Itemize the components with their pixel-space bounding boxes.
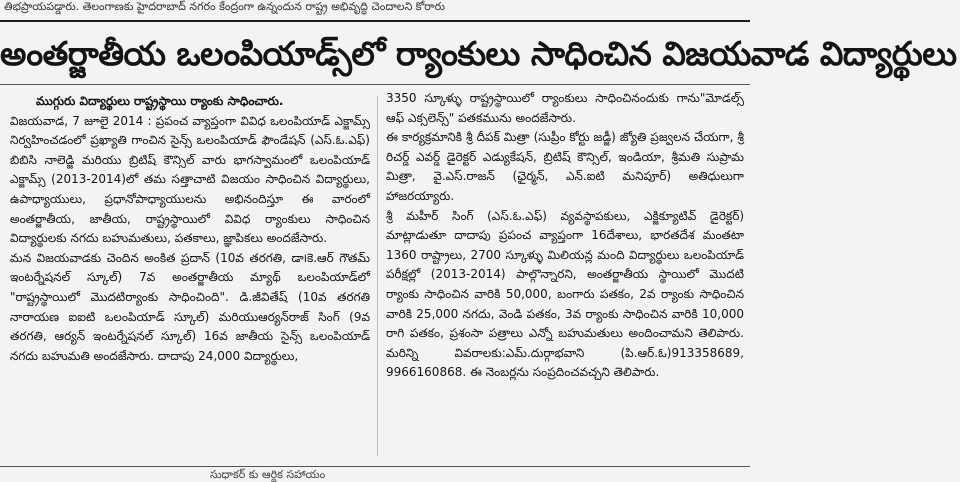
article-paragraph: మన విజయవాడకు చెందిన అంకిత ప్రదాన్ (10వ తరగతి, డా౹కె.ఆర్ గౌతమ్ ఇంటర్నేషనల్ స్కూల్) 7వ అంతర్జాతీయ మ్యాథ్ ఒలంపియాడ్‌లో "రాష్ట్రస్థాయిలో మొదటిర్యాంకు సాధించింది". డి.జీవితేష్ (10వ తరగతి నారాయణ ఐఐటి ఒలంపియాడ్ స్కూల్) మరియుఆర్యన్‌రాజ్ సింగ్ (9వ తరగతి, ఆర్యన్ ఇంటర్నేషనల్ స్కూల్) 16వ జాతీయ సైన్స్ ఒలంపియాడ్ నగదు బహుమతి అందజేసారు. దాదాపు 24,000 విద్యార్థులు, (10, 250, 370, 363)
column-divider (377, 96, 378, 456)
article-paragraph: విజయవాడ, 7 జూలై 2014 : ప్రపంచ వ్యాప్తంగా వివిధ ఒలంపియాడ్ ఎక్జామ్స్ నిర్వహించడంలో ప్రఖ్యాతి గాంచిన సైన్స్ ఒలంపియాడ్ ఫౌండేషన్ (ఎస్.ఓ.ఎఫ్) బిబిసి నాలెడ్జి మరియు బ్రిటిష్ కౌన్సిల్ వారు భాగస్వామంలో ఒలంపియాడ్ ఎక్జామ్స్ (2013-2014)లో తమ సత్తాచాటి విజయం సాధించిన విద్యార్థులు, ఉపాధ్యాయులు, ప్రధానోపాధ్యాయులను అభినందిస్తూ ఈ వారంలో అంతర్జాతీయ, జాతీయ, రాష్ట్రస్థాయిలో వివిధ ర్యాంకులు సాధించిన విద్యార్థులకు నగదు బహుమతులు, పతకాలు, జ్ఞాపికలు అందజేసారు. (10, 113, 370, 246)
article-column-left (10, 92, 370, 464)
clipped-previous-article-text: తిభప్రాయపడ్డారు. తెలంగాణకు హైదరాబాద్ నగరం కేంద్రంగా ఉన్నందున రాష్ట్ర అభివృద్ధి చెందాలని కోరారు (4, 0, 445, 13)
headline-rule (0, 84, 750, 85)
article-subheadline: ముగ్గురు విద్యార్థులు రాష్ట్రస్థాయి ర్యాంకు సాధించారు. (36, 94, 284, 108)
article-paragraph: 3350 స్కూళ్ళు రాష్ట్రస్థాయిలో ర్యాంకులు సాధించినందుకు గాను"మోడల్స్ ఆఫ్ ఎక్సలెన్స్" పతకమును అందజేసారు. (386, 91, 744, 125)
bottom-rule (0, 466, 750, 467)
article-paragraph: ఈ కార్యక్రమానికి శ్రీ దీపక్ మిత్రా (సుప్రీం కోర్టు జడ్జీ) జ్యోతి ప్రజ్వలన చేయగా, శ్రీ రిచర్డ్ ఎవర్డ్ డైరెక్టర్ ఎడ్యుకేషన్, బ్రిటిష్ కౌన్సిల్, ఇండియా, శ్రీమతి సుప్రామ మిత్రా, వై.ఎస్.రాజన్ (ఛైర్మన్, ఎన్.ఐటి మనిపూర్) అతిధులుగా హాజరయ్యారు. (386, 130, 744, 203)
article-paragraph: శ్రీ మహీర్ సింగ్ (ఎస్.ఓ.ఎఫ్) వ్యవస్థాపకులు, ఎక్జిక్యూటివ్ డైరెక్టర్) మాట్లాడుతూ దాదాపు ప్రపంచ వ్యాప్తంగా 16దేశాలు, భారతదేశ మంతటా 1360 రాష్ట్రాలు, 2700 స్కూళ్ళు మిలియన్ల మంది విద్యార్థులు ఒలంపియాడ్ పరీక్షల్లో (2013-2014) పాల్గొన్నారని, అంతర్జాతీయ స్థాయిలో మొదటి ర్యాంకు సాధించిన వారికి 50,000, బంగారు పతకం, 2వ ర్యాంకు సాధించిన వారికి 25,000 నగదు, వెండి పతకం, 3వ ర్యాంకు సాధించిన వారికి 10,000 రాగి పతకం, ప్రశంసా పత్రాలు ఎన్నో బహుమతులు అందించామని తెలిపారు. మరిన్ని వివరాలకు:ఎమ్.దుర్గాభవాని (పి.ఆర్.ఓ)913358689, 9966160868. ఈ నెంబర్లను సంప్రదించవచ్చని తెలిపారు. (386, 208, 744, 380)
article-column-right (386, 89, 744, 469)
clipped-next-article-text: సుధాకర్ కు ఆర్థిక సహాయం (210, 468, 326, 481)
top-rule (0, 20, 750, 22)
article-headline: అంతర్జాతీయ ఒలంపియాడ్స్‌లో ర్యాంకులు సాధించిన విజయవాడ విద్యార్థులు (0, 34, 957, 73)
